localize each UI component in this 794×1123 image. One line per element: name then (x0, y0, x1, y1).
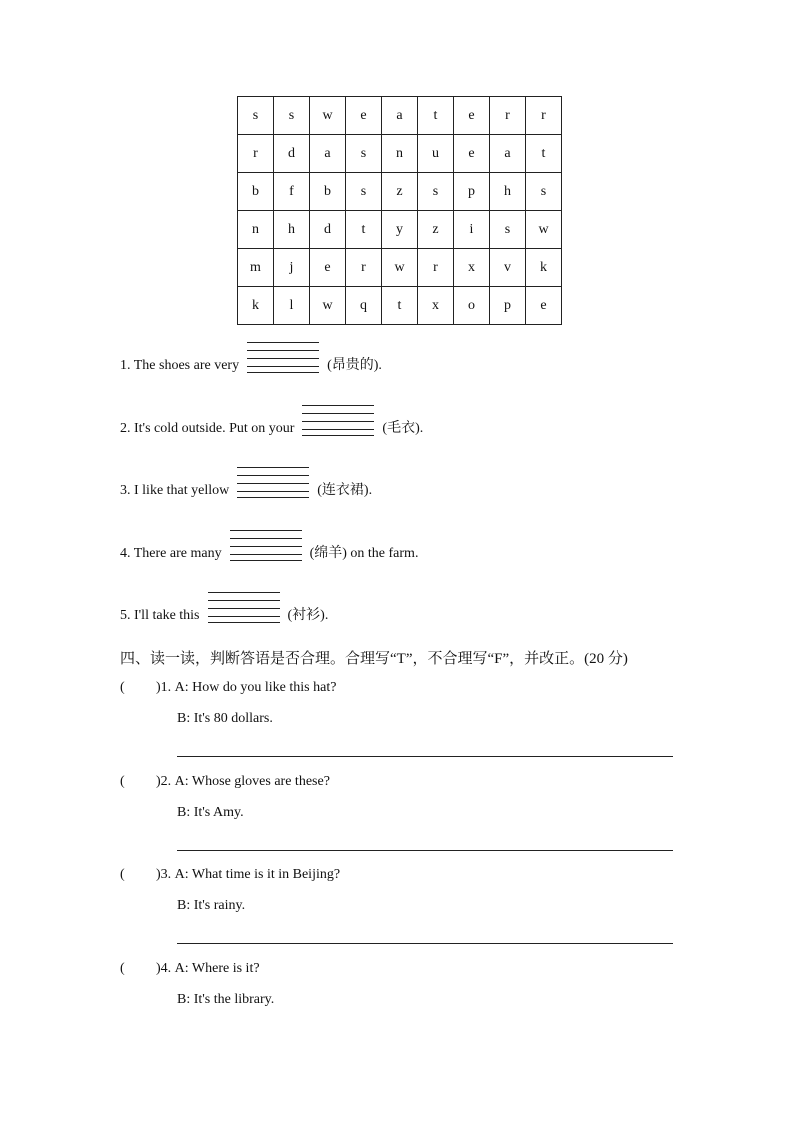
grid-cell[interactable]: f (274, 173, 310, 211)
grid-row (238, 173, 562, 211)
grid-cell[interactable]: k (526, 249, 562, 287)
fill-item-1 (120, 340, 382, 374)
grid-cell[interactable]: w (382, 249, 418, 287)
grid-cell[interactable]: e (454, 135, 490, 173)
grid-row (238, 211, 562, 249)
grid-cell[interactable]: r (418, 249, 454, 287)
grid-cell[interactable]: s (346, 135, 382, 173)
grid-cell[interactable]: t (346, 211, 382, 249)
grid-cell[interactable]: p (490, 287, 526, 325)
fill-item-3 (120, 465, 372, 499)
word-search-grid (237, 96, 562, 325)
grid-cell[interactable]: b (310, 173, 346, 211)
judge-item-2-answer: B: It's Amy. (177, 805, 244, 820)
grid-cell[interactable]: s (238, 97, 274, 135)
grid-cell[interactable]: h (274, 211, 310, 249)
grid-cell[interactable]: i (454, 211, 490, 249)
judge-item-2-question: ( )2. A: Whose gloves are these? (120, 774, 330, 789)
grid-row (238, 135, 562, 173)
answer-lines[interactable] (230, 528, 302, 562)
judge-item-1-question: ( )1. A: How do you like this hat? (120, 680, 337, 695)
answer-paren[interactable]: ( (120, 774, 125, 789)
grid-row (238, 249, 562, 287)
grid-cell[interactable]: s (526, 173, 562, 211)
grid-cell[interactable]: w (310, 287, 346, 325)
grid-cell[interactable]: m (238, 249, 274, 287)
fill-item-hint: (毛衣). (382, 421, 424, 436)
grid-cell[interactable]: x (454, 249, 490, 287)
answer-lines[interactable] (302, 403, 374, 437)
fill-item-text: 1. The shoes are very (120, 358, 240, 373)
grid-cell[interactable]: y (382, 211, 418, 249)
fill-item-hint: (昂贵的). (327, 358, 382, 373)
grid-cell[interactable]: w (310, 97, 346, 135)
grid-cell[interactable]: h (490, 173, 526, 211)
section-heading: 四、读一读，判断答语是否合理。合理写“T”，不合理写“F”，并改正。(20 分) (120, 651, 628, 667)
grid-cell[interactable]: n (382, 135, 418, 173)
correction-line[interactable] (177, 756, 673, 757)
grid-cell[interactable]: z (418, 211, 454, 249)
question-a: A: Whose gloves are these? (174, 774, 330, 789)
grid-cell[interactable]: t (382, 287, 418, 325)
grid-cell[interactable]: e (454, 97, 490, 135)
grid-cell[interactable]: u (418, 135, 454, 173)
grid-cell[interactable]: e (310, 249, 346, 287)
grid-cell[interactable]: s (490, 211, 526, 249)
grid-row (238, 287, 562, 325)
grid-cell[interactable]: e (346, 97, 382, 135)
grid-cell[interactable]: j (274, 249, 310, 287)
grid-cell[interactable]: a (490, 135, 526, 173)
fill-item-5 (120, 590, 328, 624)
grid-cell[interactable]: s (418, 173, 454, 211)
fill-item-hint: (绵羊) on the farm. (309, 546, 419, 561)
correction-line[interactable] (177, 943, 673, 944)
grid-cell[interactable]: o (454, 287, 490, 325)
fill-item-text: 3. I like that yellow (120, 483, 230, 498)
grid-cell[interactable]: s (346, 173, 382, 211)
judge-item-4-answer: B: It's the library. (177, 992, 275, 1007)
grid-cell[interactable]: s (274, 97, 310, 135)
fill-item-4 (120, 528, 418, 562)
grid-cell[interactable]: a (310, 135, 346, 173)
answer-paren[interactable]: ( (120, 680, 125, 695)
grid-cell[interactable]: w (526, 211, 562, 249)
grid-cell[interactable]: t (418, 97, 454, 135)
grid-cell[interactable]: q (346, 287, 382, 325)
grid-cell[interactable]: r (526, 97, 562, 135)
grid-cell[interactable]: x (418, 287, 454, 325)
grid-cell[interactable]: r (238, 135, 274, 173)
grid-cell[interactable]: b (238, 173, 274, 211)
answer-lines[interactable] (208, 590, 280, 624)
grid-cell[interactable]: d (310, 211, 346, 249)
grid-cell[interactable]: z (382, 173, 418, 211)
question-a: A: What time is it in Beijing? (174, 867, 341, 882)
grid-cell[interactable]: a (382, 97, 418, 135)
fill-item-2 (120, 403, 423, 437)
grid-cell[interactable]: r (490, 97, 526, 135)
judge-item-1-answer: B: It's 80 dollars. (177, 711, 273, 726)
judge-item-4-question: ( )4. A: Where is it? (120, 961, 260, 976)
fill-item-hint: (衬衫). (287, 608, 329, 623)
grid-cell[interactable]: l (274, 287, 310, 325)
judge-item-3-question: ( )3. A: What time is it in Beijing? (120, 867, 341, 882)
fill-item-text: 2. It's cold outside. Put on your (120, 421, 295, 436)
answer-lines[interactable] (237, 465, 309, 499)
question-a: A: Where is it? (174, 961, 260, 976)
grid-cell[interactable]: d (274, 135, 310, 173)
fill-item-hint: (连衣裙). (317, 483, 373, 498)
grid-row (238, 97, 562, 135)
grid-cell[interactable]: e (526, 287, 562, 325)
grid-cell[interactable]: t (526, 135, 562, 173)
grid-cell[interactable]: r (346, 249, 382, 287)
answer-lines[interactable] (247, 340, 319, 374)
fill-item-text: 5. I'll take this (120, 608, 200, 623)
fill-item-text: 4. There are many (120, 546, 222, 561)
correction-line[interactable] (177, 850, 673, 851)
grid-cell[interactable]: n (238, 211, 274, 249)
answer-paren[interactable]: ( (120, 867, 125, 882)
grid-cell[interactable]: p (454, 173, 490, 211)
grid-cell[interactable]: v (490, 249, 526, 287)
answer-paren[interactable]: ( (120, 961, 125, 976)
question-a: A: How do you like this hat? (174, 680, 337, 695)
judge-item-3-answer: B: It's rainy. (177, 898, 246, 913)
grid-cell[interactable]: k (238, 287, 274, 325)
